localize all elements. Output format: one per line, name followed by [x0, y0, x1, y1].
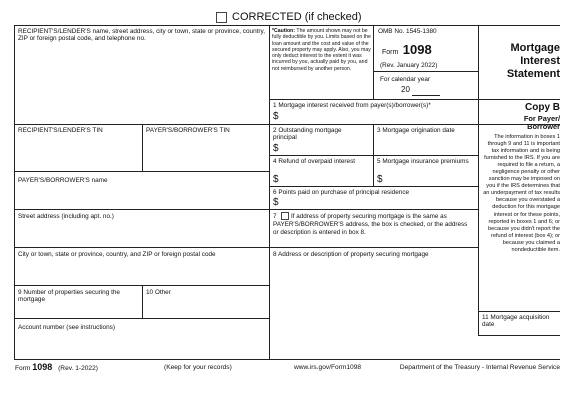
payer-name-field[interactable]	[15, 186, 269, 208]
box9-label: 9 Number of properties securing the mortgage	[18, 289, 120, 304]
recipient-tin-field[interactable]	[15, 136, 142, 170]
form-bottom-border	[14, 359, 560, 360]
footer-keep: (Keep for your records)	[164, 364, 232, 371]
city-field[interactable]	[15, 260, 269, 284]
payer-name-label: PAYER'S/BORROWER'S name	[18, 177, 108, 184]
box1-dollar: $	[273, 111, 279, 122]
box5-label: 5 Mortgage insurance premiums	[377, 158, 469, 165]
divider-h-m3	[269, 155, 479, 156]
street-address-label: Street address (including apt. no.)	[18, 213, 114, 220]
divider-h-m1	[269, 99, 560, 100]
copy-notice: The information in boxes 1 through 9 and 11 is important tax information and is being furnished to the IRS. If you are required to file a return, a negligence penalty or other sanction may be imposed on you if the IRS determines that an underpayment of tax results because you overstated a deduction for this mortgage interest or for these points, reported in boxes 1 and 6; or because you didn't report the refund of interest (box 4); or because you claimed a nondeductible item.	[483, 134, 560, 253]
box5-dollar: $	[377, 174, 383, 185]
box3-label: 3 Mortgage origination date	[377, 127, 455, 134]
divider-v-omb	[373, 25, 374, 99]
divider-h-right	[478, 311, 560, 312]
account-number-label: Account number (see instructions)	[18, 324, 115, 331]
calendar-year-label: For calendar year	[380, 76, 431, 83]
box11-label: 11 Mortgage acquisition date	[482, 314, 550, 329]
payer-tin-field[interactable]	[143, 136, 269, 170]
form-number-block: Form 1098	[382, 42, 432, 57]
box4-dollar: $	[273, 174, 279, 185]
divider-h-m5	[269, 209, 479, 210]
box1-label: 1 Mortgage interest received from payer(s)/borrower(s)*	[273, 102, 431, 109]
divider-h-m4	[269, 186, 479, 187]
divider-h-l3	[14, 209, 270, 210]
form-title: Mortgage Interest Statement	[506, 42, 560, 80]
corrected-checkbox[interactable]	[216, 12, 227, 23]
copy-for: For Payer/ Borrower	[523, 114, 560, 132]
divider-h-l4	[14, 247, 270, 248]
footer-form-id: Form 1098 (Rev. 1-2022)	[15, 362, 98, 372]
recipient-name-address-field[interactable]	[15, 45, 269, 123]
recipient-name-address-label: RECIPIENT'S/LENDER'S name, street address, city or town, state or province, country, ZIP or foreign postal code, and telephone no.	[18, 28, 266, 43]
box6-dollar: $	[273, 197, 279, 208]
divider-h-m6	[269, 247, 479, 248]
divider-h-l1	[14, 124, 270, 125]
box2-field[interactable]	[282, 142, 372, 154]
divider-h-m0	[373, 71, 478, 72]
box8-field[interactable]	[270, 260, 478, 359]
payer-tin-label: PAYER'S/BORROWER'S TIN	[146, 127, 230, 134]
city-label: City or town, state or province, country, and ZIP or foreign postal code	[18, 251, 216, 258]
copy-label: Copy B	[525, 102, 560, 113]
box2-label: 2 Outstanding mortgage principal	[273, 127, 342, 142]
box7-number: 7	[273, 213, 277, 220]
street-address-field[interactable]	[15, 222, 269, 246]
caution-text: *Caution: The amount shown may not be fully deductible by you. Limits based on the loan amount and the cost and value of the secured property may apply. Also, you may only deduct interest to the extent it was incurred by you, actually paid by you, and not reimbursed by another person.	[272, 28, 371, 72]
box3-field[interactable]	[374, 136, 478, 154]
box10-label: 10 Other	[146, 289, 171, 296]
box4-field[interactable]	[282, 173, 372, 185]
box1-field[interactable]	[282, 110, 478, 123]
box8-label: 8 Address or description of property securing mortgage	[273, 251, 429, 258]
calendar-year-prefix: 20	[401, 85, 410, 94]
box10-field[interactable]	[143, 298, 269, 317]
corrected-label: CORRECTED (if checked)	[232, 11, 362, 23]
box4-label: 4 Refund of overpaid interest	[273, 158, 356, 165]
divider-h-l5	[14, 285, 270, 286]
box6-field[interactable]	[282, 196, 478, 208]
box11-field[interactable]	[479, 330, 560, 335]
omb-number: OMB No. 1545-1380	[378, 28, 437, 35]
account-number-field[interactable]	[15, 333, 269, 358]
footer-url[interactable]: www.irs.gov/Form1098	[294, 364, 362, 371]
divider-h-right-bottom	[478, 335, 560, 336]
box2-dollar: $	[273, 143, 279, 154]
box9-field[interactable]	[15, 304, 142, 317]
footer-department: Department of the Treasury - Internal Revenue Service	[399, 364, 560, 371]
box5-field[interactable]	[386, 173, 478, 185]
box7-label: If address of property securing mortgage is the same as PAYER'S/BORROWER'S address, the box is checked, or the address or description is entered in box 8.	[273, 213, 468, 236]
rev-date: (Rev. January 2022)	[380, 62, 438, 69]
divider-h-l6	[14, 318, 270, 319]
recipient-tin-label: RECIPIENT'S/LENDER'S TIN	[18, 127, 103, 134]
box6-label: 6 Points paid on purchase of principal residence	[273, 189, 410, 196]
calendar-year-underline	[412, 95, 440, 96]
divider-h-l2	[14, 171, 270, 172]
